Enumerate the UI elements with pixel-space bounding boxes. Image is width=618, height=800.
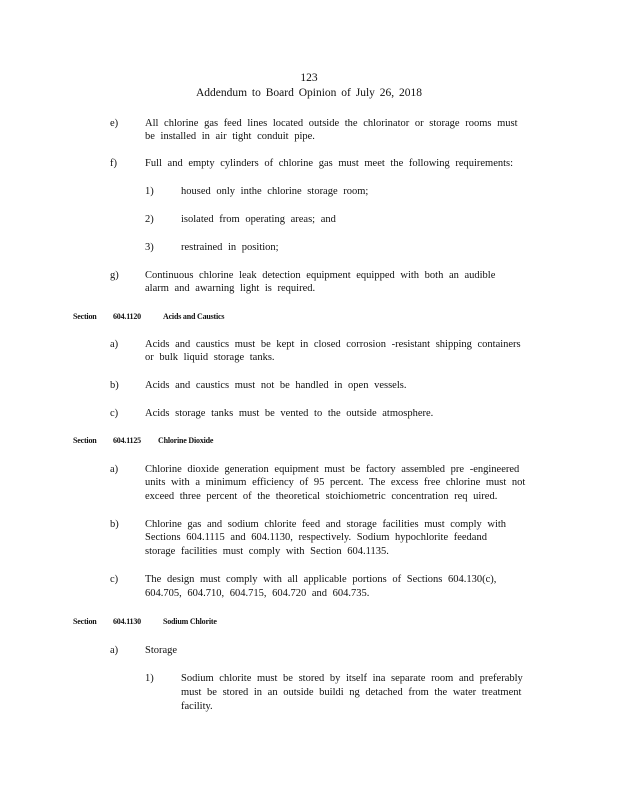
acids-b-line-1: Acids and caustics must not be handled in open vessels. — [145, 380, 407, 391]
item-g-line-2: alarm and awarning light is required. — [145, 283, 316, 294]
dioxide-b-line-3: storage facilities must comply with Section 604.1135. — [145, 546, 389, 557]
item-label-f: f) — [110, 158, 117, 169]
dioxide-a-line-1: Chlorine dioxide generation equipment must be factory assembled pre -engineered — [145, 464, 520, 475]
dioxide-b-line-2: Sections 604.1115 and 604.1130, respectively. Sodium hypochlorite feedand — [145, 532, 487, 543]
dioxide-c-line-1: The design must comply with all applicable portions of Sections 604.130(c), — [145, 574, 497, 585]
dioxide-label-b: b) — [110, 519, 119, 530]
subitem-f3-text: restrained in position; — [181, 242, 279, 253]
section-1125-number: 604.1125 — [113, 436, 141, 445]
page-header-subtitle: Addendum to Board Opinion of July 26, 2018 — [195, 87, 423, 99]
dioxide-a-line-2: units with a minimum efficiency of 95 percent. The excess free chlorine must not — [145, 477, 526, 488]
chlorite-a1-line-1: Sodium chlorite must be stored by itself ina separate room and preferably — [181, 673, 523, 684]
section-1120-number: 604.1120 — [113, 312, 141, 321]
subitem-label-f1: 1) — [145, 186, 154, 197]
chlorite-a1-line-2: must be stored in an outside buildi ng detached from the water treatment — [181, 687, 522, 698]
dioxide-b-line-1: Chlorine gas and sodium chlorite feed and storage facilities must comply with — [145, 519, 507, 530]
subitem-f1-text: housed only inthe chlorine storage room; — [181, 186, 369, 197]
item-g-line-1: Continuous chlorine leak detection equipment equipped with both an audible — [145, 270, 496, 281]
section-1125-title: Chlorine Dioxide — [158, 436, 214, 445]
chlorite-label-a1: 1) — [145, 673, 154, 684]
acids-label-a: a) — [110, 339, 119, 350]
section-1120-title: Acids and Caustics — [163, 312, 225, 321]
item-label-e: e) — [110, 118, 119, 129]
item-f-line-1: Full and empty cylinders of chlorine gas must meet the following requirements: — [145, 158, 514, 169]
acids-a-line-2: or bulk liquid storage tanks. — [145, 352, 275, 363]
item-label-g: g) — [110, 270, 119, 281]
chlorite-a1-line-3: facility. — [181, 701, 213, 712]
acids-label-b: b) — [110, 380, 119, 391]
section-1120-word: Section — [73, 312, 97, 321]
item-e-line-1: All chlorine gas feed lines located outside the chlorinator or storage rooms must — [145, 118, 518, 129]
subitem-label-f3: 3) — [145, 242, 154, 253]
chlorite-label-a: a) — [110, 645, 119, 656]
section-1130-title: Sodium Chlorite — [163, 617, 217, 626]
section-1130-number: 604.1130 — [113, 617, 141, 626]
dioxide-c-line-2: 604.705, 604.710, 604.715, 604.720 and 604.735. — [145, 588, 370, 599]
acids-a-line-1: Acids and caustics must be kept in closed corrosion -resistant shipping containers — [145, 339, 521, 350]
item-e-line-2: be installed in air tight conduit pipe. — [145, 131, 315, 142]
dioxide-label-c: c) — [110, 574, 119, 585]
chlorite-a-text: Storage — [145, 645, 178, 656]
subitem-label-f2: 2) — [145, 214, 154, 225]
page-number: 123 — [300, 72, 318, 84]
subitem-f2-text: isolated from operating areas; and — [181, 214, 336, 225]
acids-label-c: c) — [110, 408, 119, 419]
acids-c-line-1: Acids storage tanks must be vented to the outside atmosphere. — [145, 408, 434, 419]
dioxide-a-line-3: exceed three percent of the theoretical stoichiometric concentration req uired. — [145, 491, 498, 502]
section-1125-word: Section — [73, 436, 97, 445]
dioxide-label-a: a) — [110, 464, 119, 475]
section-1130-word: Section — [73, 617, 97, 626]
